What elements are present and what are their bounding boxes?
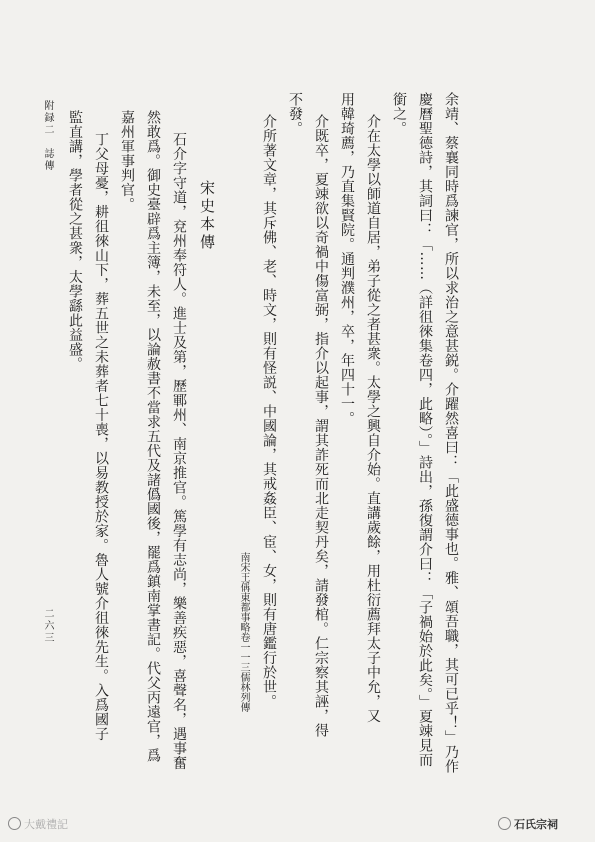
text-column-9: 石介字守道，兗州奉符人。進士及第，歷鄆州、南京推官。篤學有志尚，樂善疾惡，喜聲名，遇事奮 — [171, 132, 187, 770]
text-column-7: 不發。 — [287, 92, 303, 136]
watermark-right-label: 石氏宗祠 — [514, 819, 558, 831]
text-column-13: 監直講，學者從之甚衆，太學繇此益盛。 — [67, 110, 83, 371]
text-column-1: 余靖、蔡襄同時爲諫官，所以求治之意甚鋭。介躍然喜曰：「此盛德事也。雅、頌吾職，其可已乎！」乃作 — [443, 92, 459, 774]
text-column-11: 嘉州軍事判官。 — [119, 110, 135, 212]
page-number: 二六三 — [42, 608, 53, 644]
watermark-left — [8, 816, 68, 832]
section-title: 宋史本傳 — [198, 180, 216, 252]
text-column-5: 用韓琦薦，乃直集賢院。通判濮州，卒，年四十一。 — [339, 92, 355, 426]
source-note: 南宋王偁東都事略卷一一三儒林列傳 — [238, 552, 249, 712]
watermark-right — [498, 816, 558, 832]
text-column-8: 介所著文章，其斥佛、老、時文，則有怪説、中國論，其戒姦臣、宦、女，則有唐鑑行於世。 — [261, 114, 277, 709]
running-header: 附録二 誌傳 — [42, 100, 53, 172]
text-column-2: 慶曆聖德詩，其詞曰：「……（詳徂徠集卷四，此略）。」詩出，孫復謂介曰：「子禍始於此矣。」夏竦見而 — [417, 92, 433, 767]
wechat-icon — [498, 817, 511, 830]
text-column-10: 然敢爲。御史臺辟爲主簿，未至，以論赦書不當求五代及諸僞國後，罷爲鎮南掌書記。代父丙遠官，爲 — [145, 110, 161, 763]
text-column-12: 丁父母憂，耕徂徠山下，葬五世之未葬者七十喪，以易教授於家。魯人號介徂徠先生。入爲國子 — [93, 132, 109, 741]
watermark-left-label: 大戴禮記 — [24, 819, 68, 831]
watermark-icon — [8, 817, 21, 830]
text-column-6: 介既卒，夏竦欲以奇禍中傷富弼，指介以起事，謂其詐死而北走契丹矣，請發棺。仁宗察其誣，得 — [313, 114, 329, 738]
text-column-4: 介在太學以師道自居，弟子從之者甚衆。太學之興自介始。直講歲餘，用杜衍薦拜太子中允，又 — [365, 114, 381, 723]
text-column-3: 銜之。 — [391, 92, 407, 136]
